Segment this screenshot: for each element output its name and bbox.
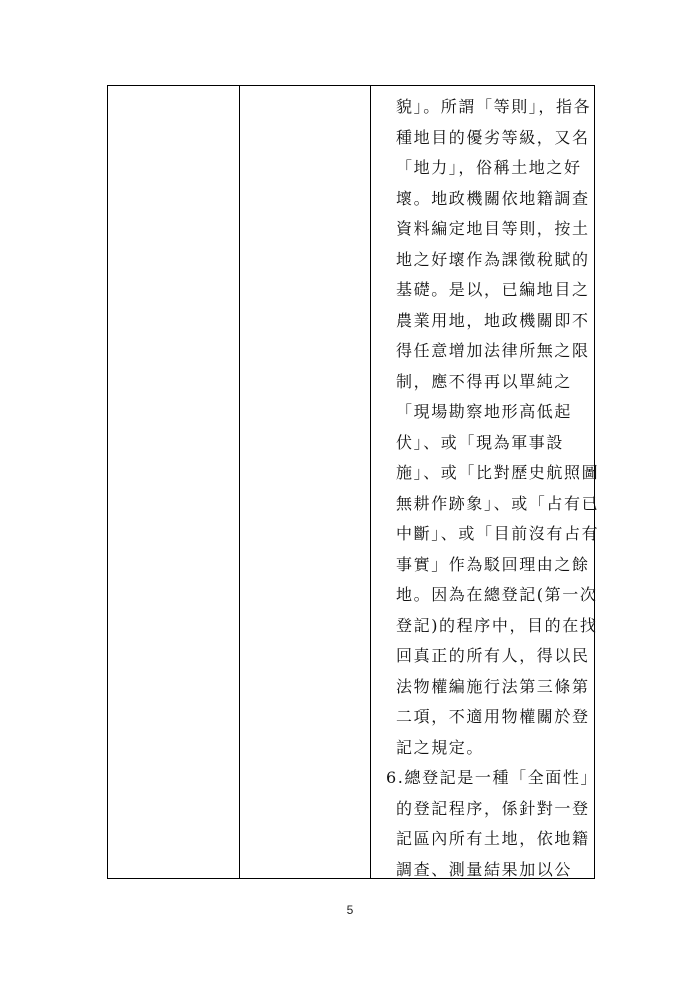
text-line: 事實」作為駁回理由之餘 [396,554,590,574]
text-line: 得任意增加法律所無之限 [396,341,590,360]
text-line: 登記)的程序中，目的在找 [396,615,598,635]
numbered-item-6: 6.總登記是一種「全面性」 [386,768,599,787]
text-line: 中斷」、或「目前沒有占有 [396,524,600,543]
text-line: 回真正的所有人，得以民 [396,646,590,665]
text-line: 「地力」，俗稱土地之好 [396,158,582,177]
text-line: 伏」、或「現為軍事設 [396,432,565,452]
text-line: 基礎。是以，已編地目之 [396,280,590,299]
text-line: 記區內所有土地，依地籍 [396,829,590,848]
text-line: 施」、或「比對歷史航照圖 [396,463,600,482]
text-line: 農業用地，地政機關即不 [396,310,590,330]
text-line: 法物權編施行法第三條第 [396,676,590,696]
text-line: 資料編定地目等則，按土 [396,219,590,238]
right-column-text [386,92,600,885]
text-line: 記之規定。 [396,737,485,757]
text-line: 種地目的優劣等級，又名 [396,127,590,147]
text-line: 地之好壞作為課徵稅賦的 [396,249,590,269]
text-line: 地。因為在總登記(第一次 [396,585,598,604]
text-line: 的登記程序，係針對一登 [396,798,590,818]
text-line: 制，應不得再以單純之 [396,371,573,391]
page-number: 5 [346,903,354,917]
text-line: 無耕作跡象」、或「占有已 [396,493,600,513]
column-divider-right [370,86,371,878]
column-divider-left [239,86,240,878]
text-line: 壞。地政機關依地籍調查 [396,188,590,208]
text-line: 貌」。所謂「等則」，指各 [396,97,592,116]
text-line: 「現場勘察地形高低起 [396,402,573,421]
text-line: 二項，不適用物權關於登 [396,707,590,726]
text-line: 調查、測量結果加以公 [396,859,573,879]
